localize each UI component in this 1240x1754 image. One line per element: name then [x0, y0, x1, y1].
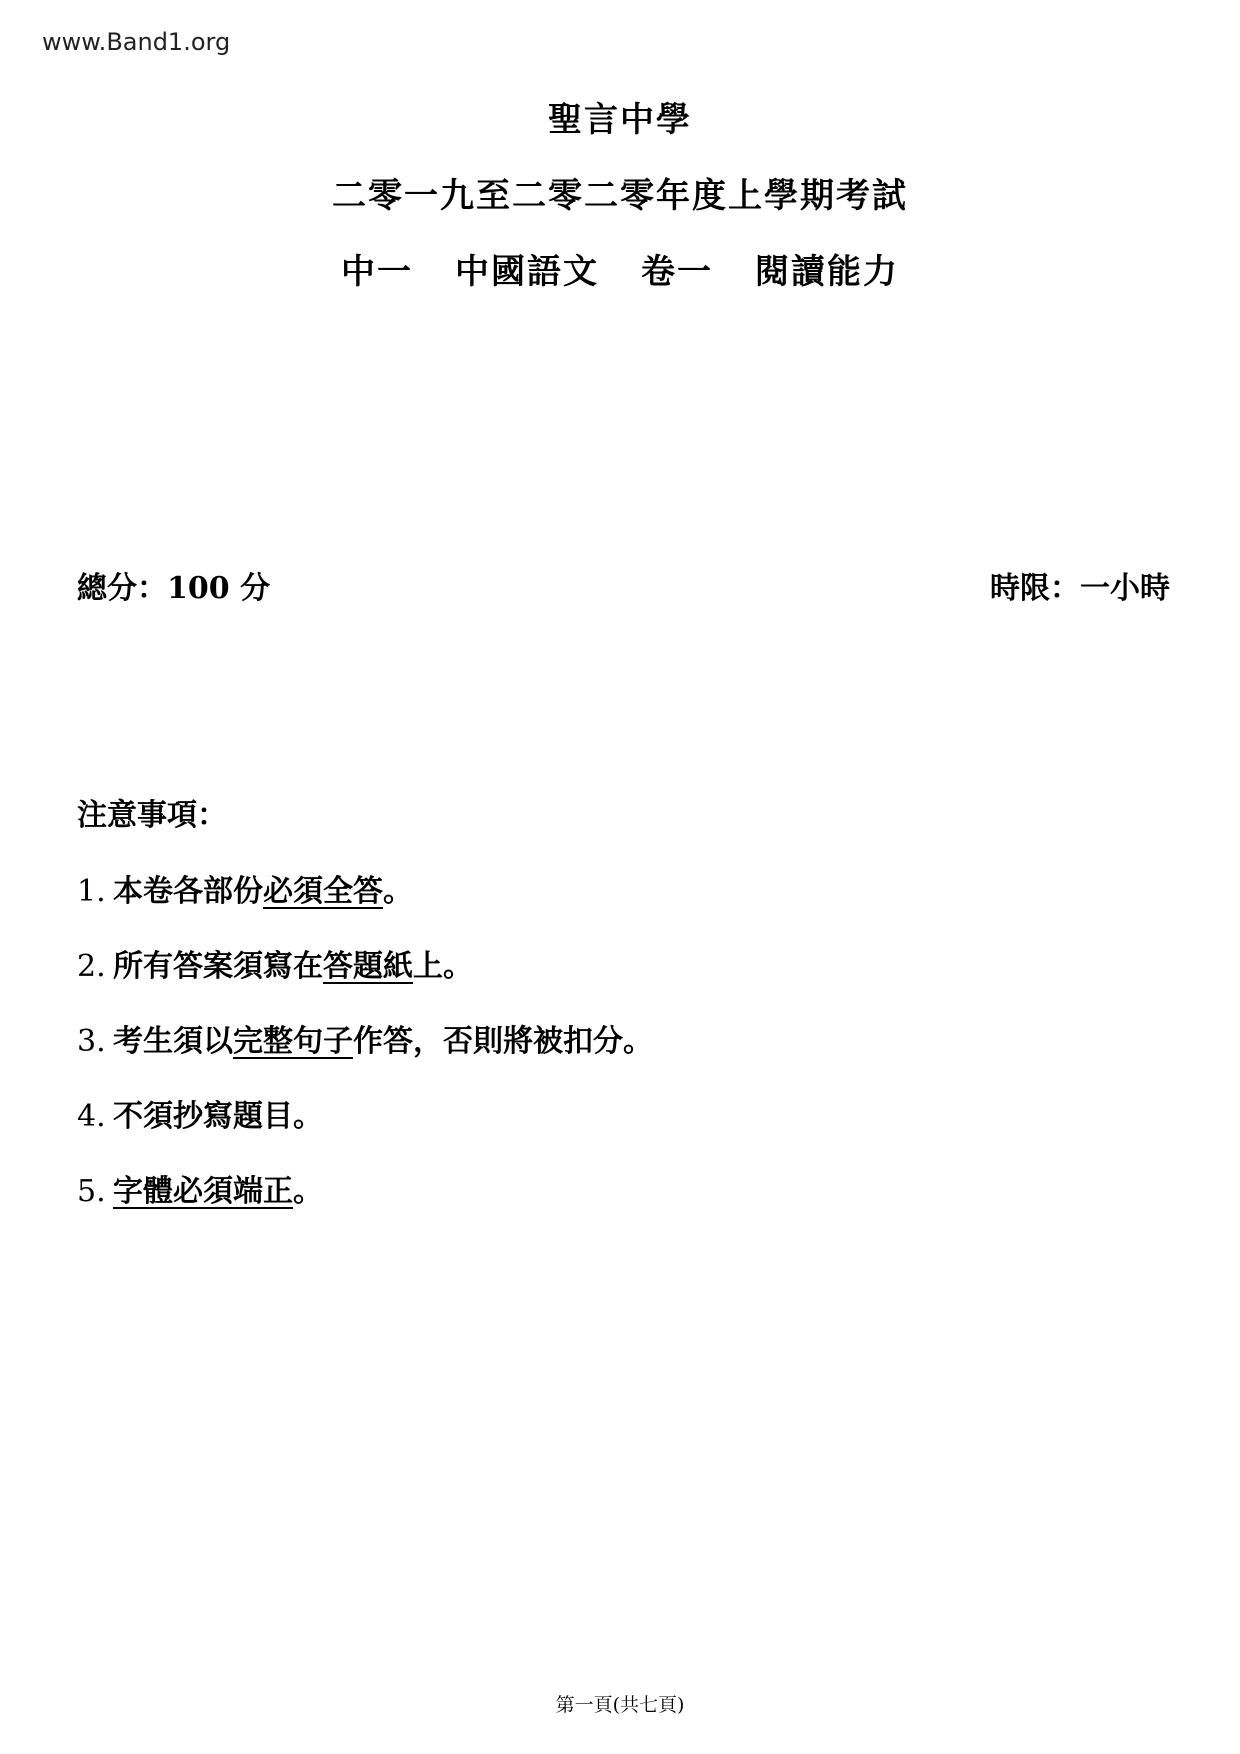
note-item: [77, 941, 653, 1016]
note-number: 2.: [77, 949, 106, 984]
exam-title: 二零一九至二零二零年度上學期考試: [332, 176, 908, 216]
note-text: 不須抄寫題目。: [113, 1099, 323, 1134]
note-text-end: 作答，否則將被扣分。: [353, 1024, 653, 1059]
notes-heading: 注意事項：: [77, 798, 227, 833]
note-text-end: 。: [293, 1174, 323, 1209]
note-number: 3.: [77, 1024, 106, 1059]
page-number: 第一頁(共七頁): [555, 1694, 685, 1716]
note-text-end: 。: [383, 874, 413, 909]
paper-title: [0, 244, 1240, 293]
total-marks: 總分：100 分: [77, 571, 271, 606]
note-item: [77, 1016, 653, 1091]
note-underlined: 完整句子: [233, 1024, 353, 1059]
time-limit: 時限：一小時: [990, 571, 1170, 606]
note-item: [77, 1091, 653, 1166]
notes-list: [77, 866, 653, 1241]
note-number: 5.: [77, 1174, 106, 1209]
subject-label: 中國語文: [455, 252, 599, 292]
note-text: 考生須以: [113, 1024, 233, 1059]
grade-label: 中一: [341, 252, 413, 292]
note-text: 本卷各部份: [113, 874, 263, 909]
note-number: 4.: [77, 1099, 106, 1134]
paper-label: 卷一: [641, 252, 713, 292]
note-underlined: 字體必須端正: [113, 1174, 293, 1209]
school-name: 聖言中學: [548, 100, 692, 140]
note-text-end: 上。: [413, 949, 473, 984]
note-number: 1.: [77, 874, 106, 909]
note-underlined: 答題紙: [323, 949, 413, 984]
note-text: 所有答案須寫在: [113, 949, 323, 984]
note-item: [77, 866, 653, 941]
note-underlined: 必須全答: [263, 874, 383, 909]
watermark-text: www.Band1.org: [42, 28, 231, 56]
section-label: 閱讀能力: [755, 252, 899, 292]
exam-meta: [77, 563, 1170, 607]
note-item: [77, 1166, 653, 1241]
